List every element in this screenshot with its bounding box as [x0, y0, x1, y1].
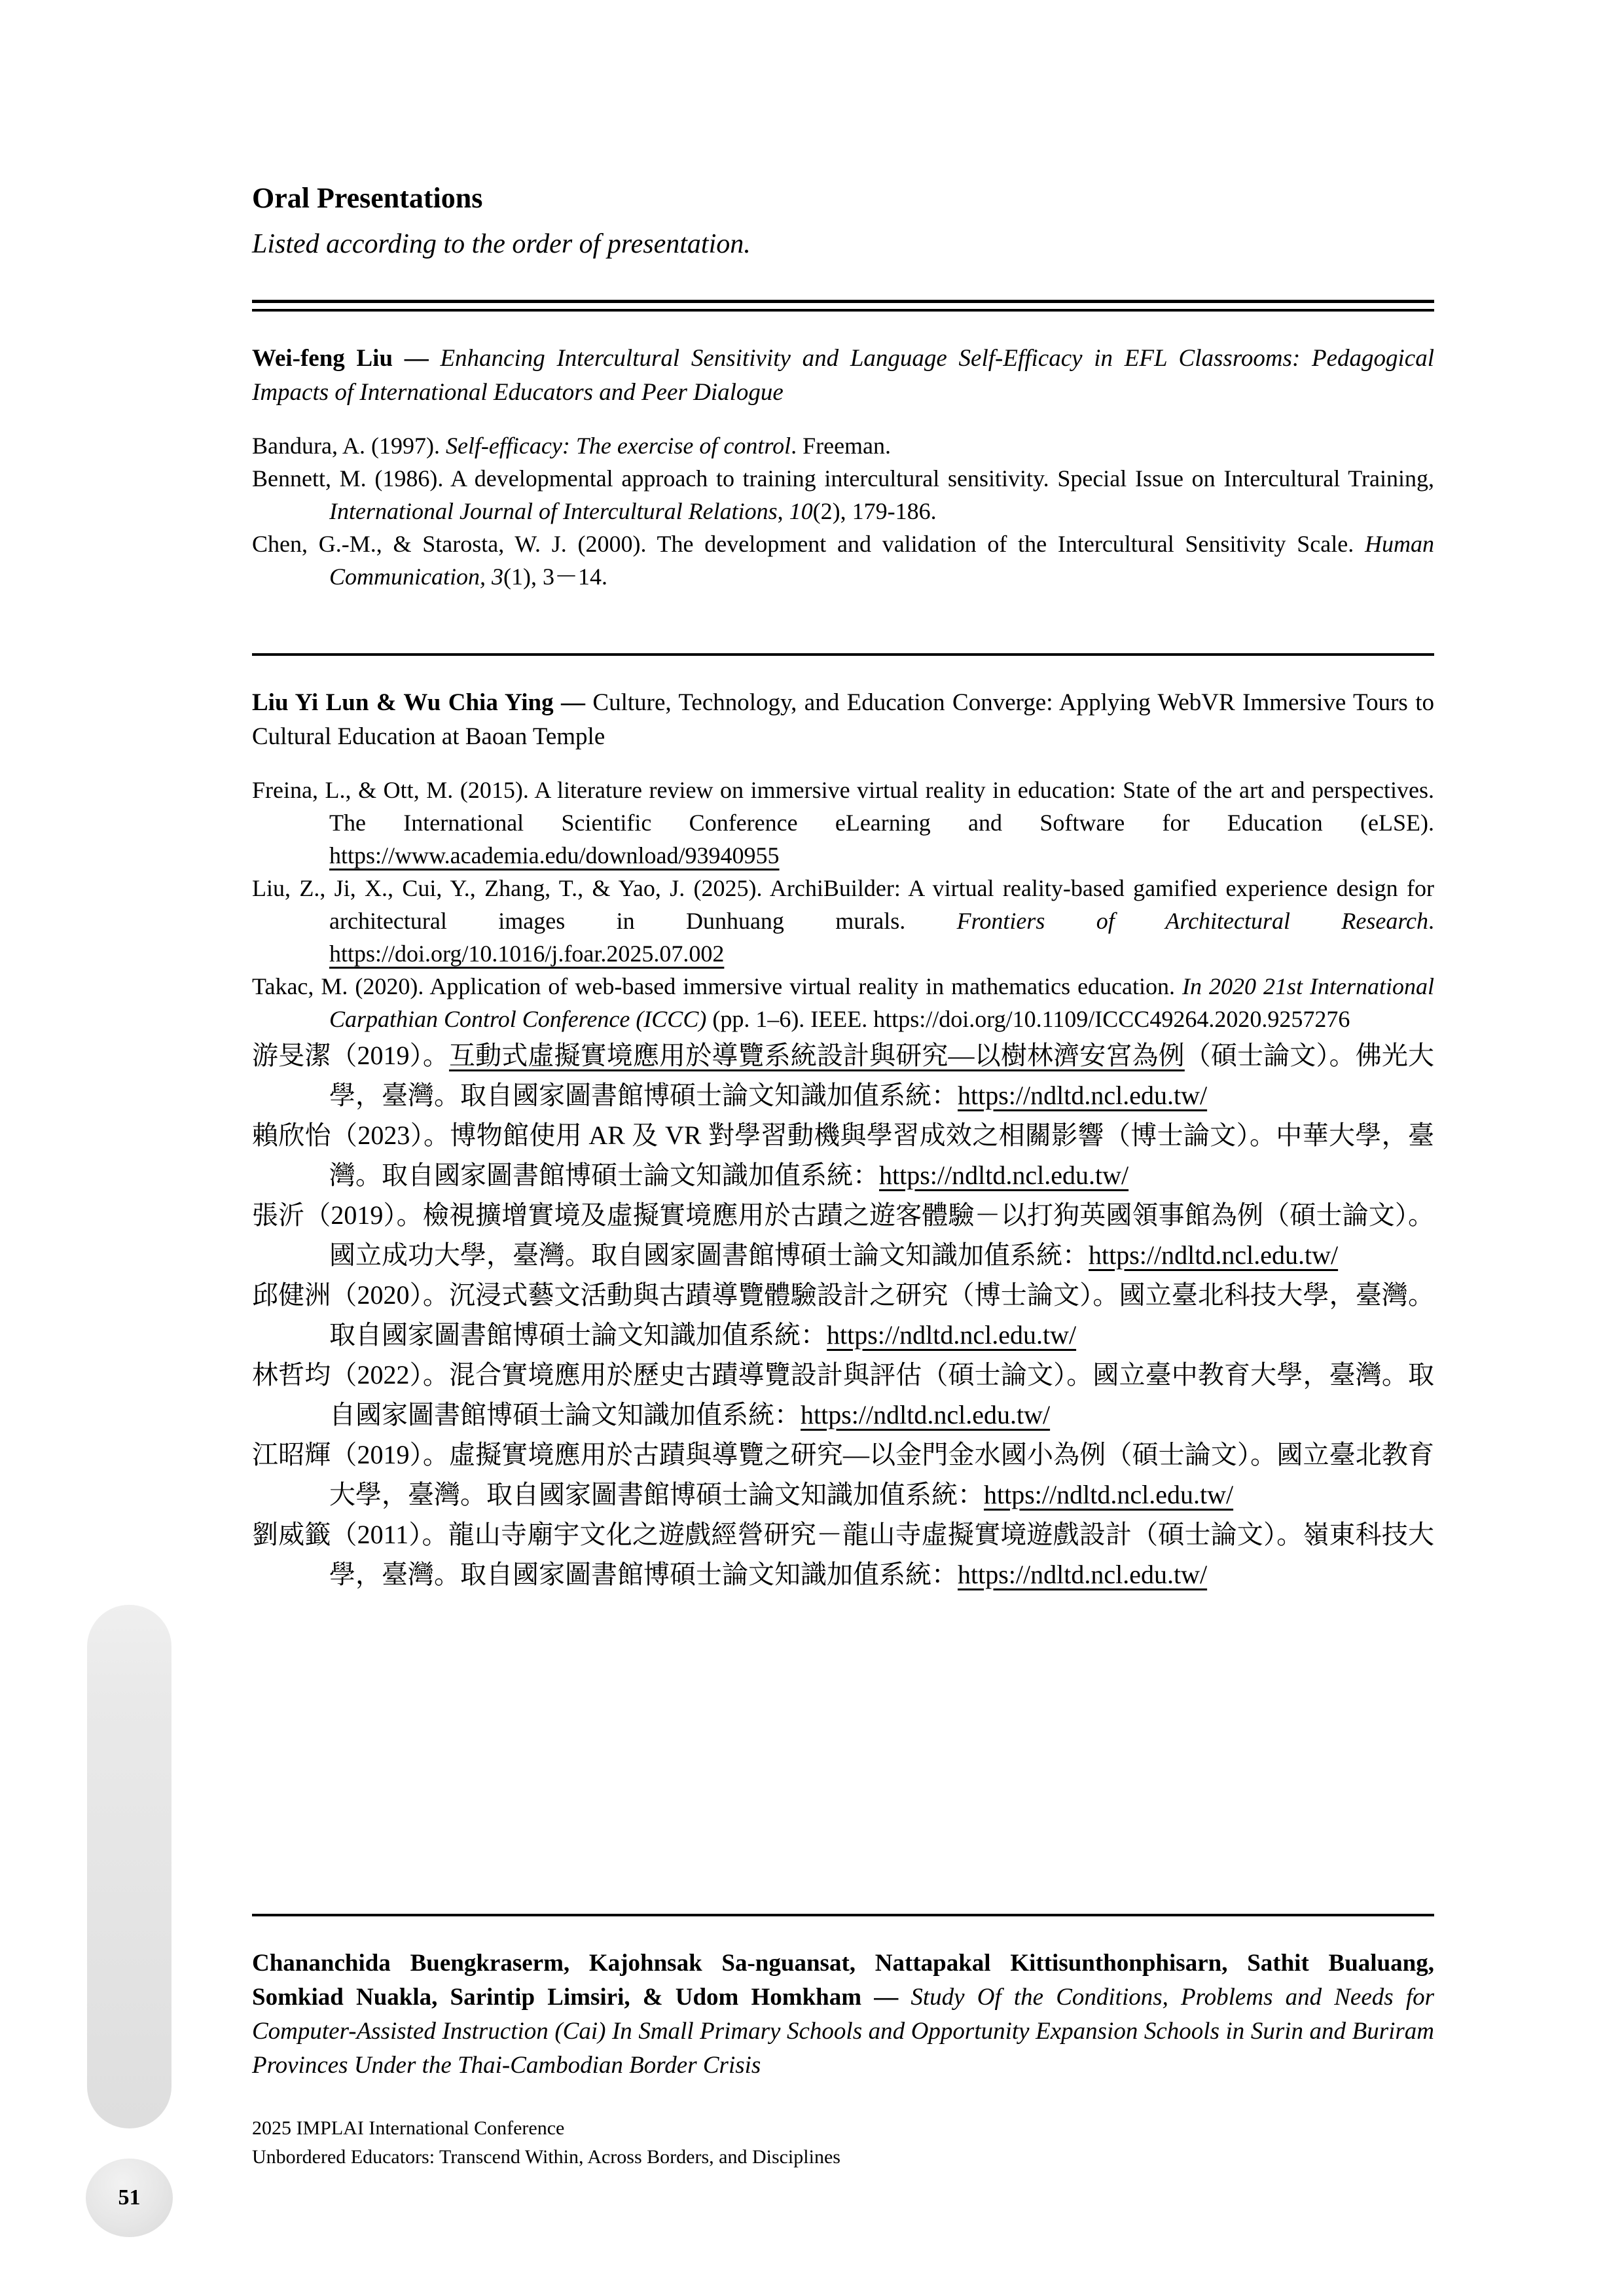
page-content: [252, 0, 1434, 2083]
presentation-title: Study Of the Conditions, Problems and Needs for Computer-Assisted Instruction (Cai) In Small Primary Schools and Opportunity Expansion Schools in Surin and Buriram Provinces Under the Thai-Cambodian Border Crisis: [252, 1984, 1435, 2079]
page-footer: [252, 2114, 840, 2172]
session-divider-rule: [252, 653, 1434, 656]
heading-dash: —: [393, 345, 441, 372]
reference-text: . Freeman.: [791, 433, 892, 459]
page-number: 51: [118, 2185, 141, 2210]
reference-text: 游旻潔（2019）。: [252, 1041, 449, 1070]
references-list: [252, 774, 1434, 1854]
reference-item: [252, 528, 1434, 593]
reference-item: [252, 1355, 1434, 1435]
reference-text: 10: [789, 498, 813, 524]
reference-link[interactable]: https://ndltd.ncl.edu.tw/: [958, 1081, 1208, 1110]
side-decoration-bar: [87, 1605, 171, 2128]
reference-text: Bennett, M. (1986). A developmental approach to training intercultural sensitivity. Special Issue on Intercultural Training,: [252, 465, 1434, 492]
presenter-names: Chananchida Buengkraserm, Kajohnsak Sa-nguansat, Nattapakal Kittisunthonphisarn, Sathit Bualuang, Somkiad Nuakla, Sarintip Limsiri, & Udom Homkham: [252, 1950, 1434, 2011]
reference-link[interactable]: https://ndltd.ncl.edu.tw/: [801, 1400, 1051, 1429]
reference-item: [252, 429, 1434, 462]
reference-link[interactable]: https://ndltd.ncl.edu.tw/: [1089, 1240, 1339, 1270]
header-divider-double-rule: [252, 300, 1434, 312]
page-title: Oral Presentations: [252, 182, 483, 214]
reference-item: [252, 774, 1434, 872]
reference-text: 互動式虛擬實境應用於導覽系統設計與研究—以樹林濟安宮為例: [448, 1041, 1185, 1070]
reference-text: 賴欣怡（2023）。博物館使用 AR 及 VR 對學習動機與學習成效之相關影響（博士論文）。中華大學，臺灣。取自國家圖書館博碩士論文知識加值系統：: [252, 1121, 1434, 1190]
session-heading: [252, 342, 1434, 410]
footer-conference-theme: Unbordered Educators: Transcend Within, Across Borders, and Disciplines: [252, 2146, 840, 2168]
presentation-session: [252, 342, 1434, 593]
page-subtitle: Listed according to the order of presentation.: [252, 229, 751, 259]
reference-text: 林哲均（2022）。混合實境應用於歷史古蹟導覽設計與評估（碩士論文）。國立臺中教育大學，臺灣。取自國家圖書館博碩士論文知識加值系統：: [252, 1360, 1434, 1429]
reference-text: 邱健洲（2020）。沉浸式藝文活動與古蹟導覽體驗設計之研究（博士論文）。國立臺北科技大學，臺灣。取自國家圖書館博碩士論文知識加值系統：: [252, 1280, 1434, 1350]
footer-conference-name: 2025 IMPLAI International Conference: [252, 2117, 565, 2139]
references-list: [252, 429, 1434, 593]
reference-item: [252, 1195, 1434, 1275]
reference-text: .: [1428, 908, 1435, 934]
reference-item: [252, 1115, 1434, 1195]
heading-dash: —: [553, 689, 593, 716]
reference-item: [252, 462, 1434, 528]
reference-text: 劉威籤（2011）。龍山寺廟宇文化之遊戲經營研究－龍山寺虛擬實境遊戲設計（碩士論文）。嶺東科技大學，臺灣。取自國家圖書館博碩士論文知識加值系統：: [252, 1520, 1434, 1589]
reference-link[interactable]: https://ndltd.ncl.edu.tw/: [879, 1160, 1129, 1190]
reference-text: (pp. 1–6). IEEE. https://doi.org/10.1109/ICCC49264.2020.9257276: [706, 1006, 1350, 1032]
presenter-names: Wei-feng Liu: [252, 345, 393, 372]
reference-text: (2), 179-186.: [812, 498, 937, 524]
reference-text: Chen, G.-M., & Starosta, W. J. (2000). The development and validation of the Intercultural Sensitivity Scale.: [252, 531, 1365, 557]
reference-link[interactable]: https://www.academia.edu/download/93940955: [329, 842, 780, 869]
reference-link[interactable]: https://doi.org/10.1016/j.foar.2025.07.002: [329, 941, 725, 967]
heading-dash: —: [861, 1984, 911, 2011]
sessions: [252, 342, 1434, 2083]
presentation-session: [252, 1946, 1434, 2083]
presentation-title: Culture, Technology, and Education Converge: Applying WebVR Immersive Tours to Cultural Education at Baoan Temple: [252, 689, 1434, 750]
reference-item: [252, 872, 1434, 970]
reference-text: Self-efficacy: The exercise of control: [445, 433, 791, 459]
presentation-title: Enhancing Intercultural Sensitivity and Language Self-Efficacy in EFL Classrooms: Pedagogical Impacts of International Educators and Peer Dialogue: [252, 345, 1434, 406]
reference-text: Freina, L., & Ott, M. (2015). A literature review on immersive virtual reality in education: State of the art and perspectives. The International Scientific Conference eLearning and Software for Education (eLSE).: [252, 777, 1434, 836]
reference-text: Frontiers of Architectural Research: [956, 908, 1429, 934]
reference-text: In 2020 21st International Carpathian Control Conference (ICCC): [329, 973, 1435, 1032]
reference-text: Human Communication, 3: [329, 531, 1434, 590]
reference-text: (1), 3－14.: [503, 564, 607, 590]
session-heading: [252, 686, 1434, 754]
reference-text: （碩士論文）。佛光大學，臺灣。取自國家圖書館博碩士論文知識加值系統：: [329, 1041, 1435, 1110]
reference-link[interactable]: https://ndltd.ncl.edu.tw/: [827, 1320, 1077, 1350]
reference-text: 江昭輝（2019）。虛擬實境應用於古蹟與導覽之研究—以金門金水國小為例（碩士論文）。國立臺北教育大學，臺灣。取自國家圖書館博碩士論文知識加值系統：: [252, 1440, 1434, 1509]
presenter-names: Liu Yi Lun & Wu Chia Ying: [252, 689, 554, 716]
reference-item: [252, 970, 1434, 1035]
reference-link[interactable]: https://ndltd.ncl.edu.tw/: [984, 1480, 1234, 1509]
reference-text: Liu, Z., Ji, X., Cui, Y., Zhang, T., & Yao, J. (2025). ArchiBuilder: A virtual reality-based gamified experience design for architectural images in Dunhuang murals.: [252, 875, 1434, 934]
reference-item: [252, 1275, 1434, 1355]
reference-text: ,: [777, 498, 789, 524]
reference-text: 張沂（2019）。檢視擴增實境及虛擬實境應用於古蹟之遊客體驗－以打狗英國領事館為例（碩士論文）。國立成功大學，臺灣。取自國家圖書館博碩士論文知識加值系統：: [252, 1200, 1434, 1270]
reference-text: Bandura, A. (1997).: [252, 433, 446, 459]
session-heading: [252, 1946, 1434, 2083]
reference-text: Takac, M. (2020). Application of web-based immersive virtual reality in mathematics education.: [252, 973, 1183, 999]
reference-text: International Journal of Intercultural Relations: [329, 498, 778, 524]
reference-item: [252, 1035, 1434, 1115]
presentation-session: [252, 686, 1434, 1854]
session-divider-rule: [252, 1914, 1434, 1916]
reference-link[interactable]: https://ndltd.ncl.edu.tw/: [958, 1560, 1208, 1589]
page-number-bubble: [86, 2159, 173, 2237]
reference-item: [252, 1435, 1434, 1515]
reference-item: [252, 1515, 1434, 1594]
